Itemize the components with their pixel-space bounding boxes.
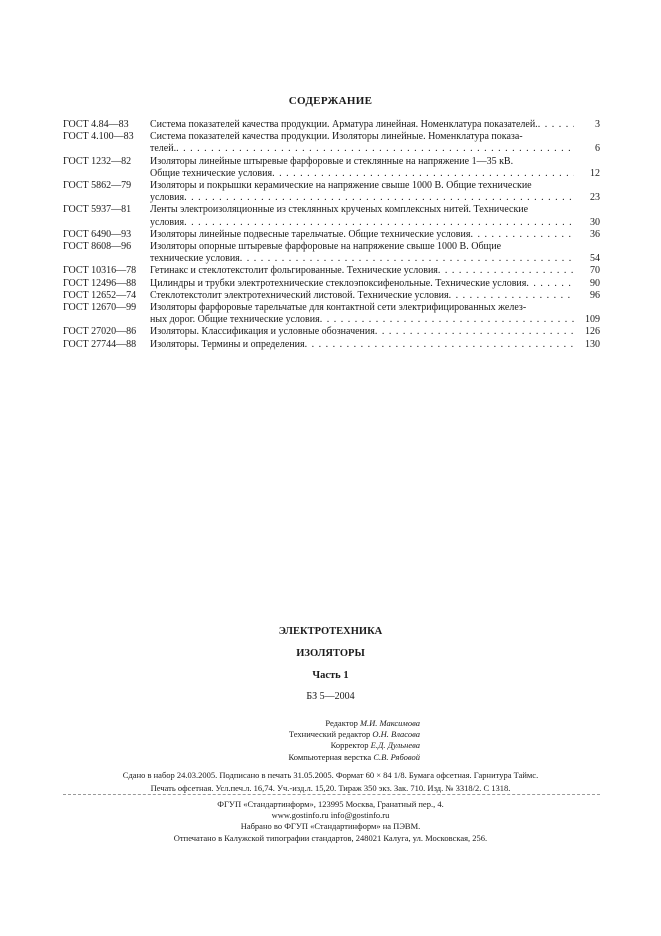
toc-entry-title — [150, 241, 600, 265]
toc-standard-code: ГОСТ 27744—88 — [63, 338, 137, 350]
credit-tech-editor — [170, 729, 420, 740]
credit-role: Редактор — [325, 718, 358, 728]
credit-role: Технический редактор — [288, 729, 371, 740]
toc-entry-title — [150, 302, 600, 326]
credit-layout — [170, 752, 420, 763]
toc-standard-code: ГОСТ 5862—79 — [63, 180, 132, 192]
toc-leader-dots — [438, 265, 574, 277]
divider — [63, 794, 600, 795]
toc-leader-dots — [470, 229, 574, 241]
colophon-subheading: ИЗОЛЯТОРЫ — [296, 648, 365, 659]
table-of-contents — [63, 119, 600, 351]
toc-page-number: 130 — [585, 338, 600, 350]
toc-entry — [63, 241, 600, 265]
toc-standard-code: ГОСТ 10316—78 — [63, 265, 137, 277]
toc-page-number: 70 — [590, 265, 600, 277]
toc-title-line — [150, 326, 600, 338]
toc-entry — [63, 265, 600, 277]
printed-note: Отпечатано в Калужской типографии стандартов, 248021 Калуга, ул. Московская, 256. — [173, 832, 488, 843]
toc-standard-code: ГОСТ 12670—99 — [63, 302, 137, 314]
toc-standard-code: ГОСТ 6490—93 — [63, 228, 132, 240]
toc-entry — [63, 180, 600, 204]
toc-standard-code: ГОСТ 8608—96 — [63, 241, 132, 253]
toc-standard-code: ГОСТ 4.100—83 — [63, 131, 134, 143]
credit-name: О.Н. Власова — [372, 729, 420, 740]
toc-title-text: Изоляторы линейные подвесные тарельчатые. Общие технические условия — [150, 228, 471, 240]
toc-leader-dots — [526, 278, 574, 290]
toc-entry-title — [150, 326, 600, 338]
toc-title-line — [150, 119, 600, 131]
toc-entry-title — [150, 265, 600, 277]
toc-page-number: 54 — [590, 253, 600, 265]
toc-title-text: Гетинакс и стеклотекстолит фольгированные. Технические условия — [150, 265, 438, 277]
toc-title-text: телей. — [150, 143, 177, 155]
toc-entry — [63, 204, 600, 228]
toc-title-text: Изоляторы. Термины и определения — [150, 338, 305, 350]
toc-page-number: 126 — [585, 326, 600, 338]
toc-title-text: Изоляторы и покрышки керамические на напряжение свыше 1000 В. Общие технические — [150, 180, 532, 192]
toc-standard-code: ГОСТ 5937—81 — [63, 204, 132, 216]
toc-standard-code: ГОСТ 12652—74 — [63, 289, 137, 301]
credit-name: М.И. Максимова — [359, 718, 420, 728]
toc-entry-title — [150, 156, 600, 180]
toc-title-text: Изоляторы опорные штыревые фарфоровые на напряжение свыше 1000 В. Общие — [150, 241, 502, 253]
toc-title-line — [150, 339, 600, 351]
toc-entry — [63, 119, 600, 131]
toc-leader-dots — [305, 339, 574, 351]
toc-leader-dots — [538, 119, 574, 131]
toc-page-number: 109 — [585, 314, 600, 326]
toc-entry — [63, 229, 600, 241]
credit-proofreader — [170, 740, 420, 751]
credits-block — [170, 718, 420, 763]
publisher-address: ФГУП «Стандартинформ», 123995 Москва, Гранатный пер., 4. — [217, 799, 444, 809]
toc-title-text: Общие технические условия — [150, 167, 273, 179]
credit-role: Компьютерная верстка — [288, 751, 372, 762]
toc-page-number: 36 — [590, 228, 600, 240]
toc-title-line — [150, 314, 600, 326]
toc-entry — [63, 156, 600, 180]
toc-title-text: Система показателей качества продукции. Изоляторы линейные. Номенклатура показа- — [150, 131, 523, 143]
toc-entry — [63, 290, 600, 302]
toc-title-line — [150, 156, 600, 168]
toc-entry-title — [150, 180, 600, 204]
toc-title-line — [150, 168, 600, 180]
toc-page-number: 30 — [590, 216, 600, 228]
toc-entry — [63, 131, 600, 155]
colophon-part: Часть 1 — [312, 670, 349, 681]
toc-title-line — [150, 180, 600, 192]
print-info-line: Печать офсетная. Усл.печ.л. 16,74. Уч.-изд.л. 15,20. Тираж 350 экз. Зак. 710. Изд. № 3318/2. С 1318. — [150, 782, 511, 793]
toc-page-number: 90 — [590, 277, 600, 289]
publisher-web: www.gostinfo.ru info@gostinfo.ru — [271, 810, 390, 821]
toc-title-text: Изоляторы. Классификация и условные обозначения — [150, 326, 375, 338]
toc-leader-dots — [320, 314, 574, 326]
toc-standard-code: ГОСТ 1232—82 — [63, 155, 132, 167]
credit-role: Корректор — [330, 740, 369, 751]
toc-title-line — [150, 204, 600, 216]
toc-leader-dots — [272, 168, 574, 180]
toc-page-number: 3 — [595, 119, 600, 130]
toc-page-number: 6 — [595, 143, 600, 155]
print-info — [0, 769, 661, 794]
print-info-line: Сдано в набор 24.03.2005. Подписано в печать 31.05.2005. Формат 60 × 84 1/8. Бумага офсетная. Гарнитура Таймс. — [122, 770, 539, 780]
toc-title-text: технические условия — [150, 253, 240, 265]
toc-title-line — [150, 192, 600, 204]
toc-title-text: Цилиндры и трубки электротехнические стеклоэпоксифенольные. Технические условия — [150, 277, 527, 289]
toc-title-line — [150, 290, 600, 302]
credit-name: Е.Д. Дульнева — [370, 740, 420, 751]
toc-page-number: 96 — [590, 289, 600, 301]
toc-title-text: Система показателей качества продукции. Арматура линейная. Номенклатура показателей. — [150, 119, 538, 130]
toc-title-text: ных дорог. Общие технические условия — [150, 314, 320, 326]
toc-entry — [63, 326, 600, 338]
toc-title-text: Ленты электроизоляционные из стеклянных крученых комплексных нитей. Технические — [150, 204, 529, 216]
toc-title-line — [150, 265, 600, 277]
toc-title-line — [150, 131, 600, 143]
toc-title-line — [150, 217, 600, 229]
toc-entry-title — [150, 290, 600, 302]
contents-title: СОДЕРЖАНИЕ — [288, 95, 373, 107]
toc-entry-title — [150, 339, 600, 351]
toc-title-text: условия — [150, 216, 185, 228]
credit-editor — [170, 718, 420, 729]
toc-title-line — [150, 229, 600, 241]
publisher-info — [0, 799, 661, 844]
toc-leader-dots — [176, 143, 574, 155]
toc-title-text: Изоляторы линейные штыревые фарфоровые и стеклянные на напряжение 1—35 кВ. — [150, 155, 514, 167]
toc-title-line — [150, 278, 600, 290]
toc-page-number: 23 — [590, 192, 600, 204]
toc-entry — [63, 278, 600, 290]
toc-standard-code: ГОСТ 12496—88 — [63, 277, 137, 289]
toc-title-text: Стеклотекстолит электротехнический листовой. Технические условия — [150, 289, 449, 301]
toc-standard-code: ГОСТ 27020—86 — [63, 326, 137, 338]
toc-standard-code: ГОСТ 4.84—83 — [63, 119, 129, 130]
typeset-note: Набрано во ФГУП «Стандартинформ» на ПЭВМ. — [240, 821, 421, 832]
toc-title-text: условия — [150, 192, 185, 204]
toc-entry — [63, 339, 600, 351]
toc-page-number: 12 — [590, 167, 600, 179]
toc-leader-dots — [184, 192, 574, 204]
toc-title-text: Изоляторы фарфоровые тарельчатые для контактной сети электрифицированных желез- — [150, 302, 527, 314]
toc-leader-dots — [449, 290, 574, 302]
toc-leader-dots — [184, 217, 574, 229]
toc-title-line — [150, 143, 600, 155]
credit-name: С.В. Рябовой — [373, 751, 420, 762]
toc-title-line — [150, 253, 600, 265]
toc-title-line — [150, 241, 600, 253]
toc-entry — [63, 302, 600, 326]
colophon-code: БЗ 5—2004 — [306, 691, 355, 702]
toc-entry-title — [150, 278, 600, 290]
toc-entry-title — [150, 229, 600, 241]
colophon-heading: ЭЛЕКТРОТЕХНИКА — [278, 626, 383, 637]
toc-title-line — [150, 302, 600, 314]
toc-leader-dots — [375, 326, 574, 338]
toc-entry-title — [150, 204, 600, 228]
toc-entry-title — [150, 119, 600, 131]
toc-leader-dots — [240, 253, 574, 265]
toc-entry-title — [150, 131, 600, 155]
